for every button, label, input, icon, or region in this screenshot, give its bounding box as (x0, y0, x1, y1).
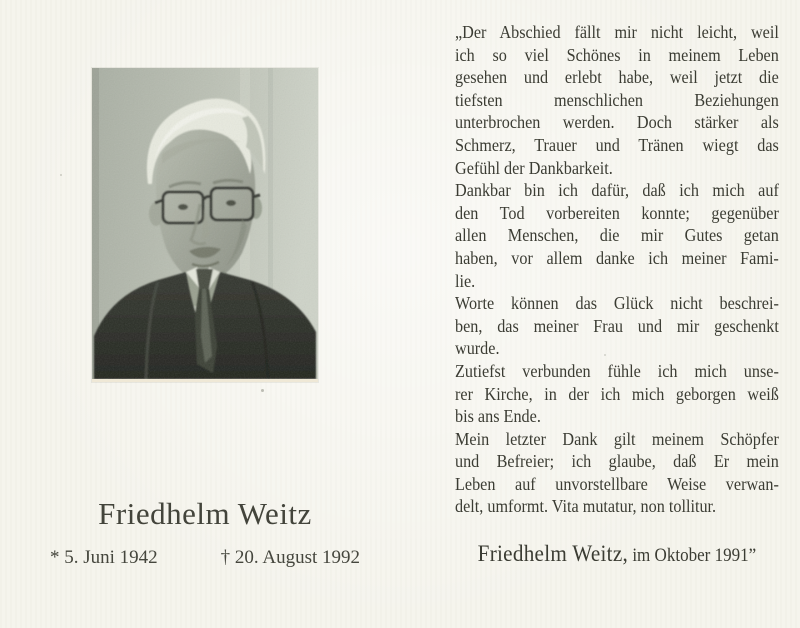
quote-line: Gefühl der Dankbarkeit. (455, 157, 613, 178)
quote-line: delt, umformt. Vita mutatur, non tollitur. (455, 496, 717, 517)
quote-line: Schmerz, Trauer und Tränen wiegt das (455, 134, 779, 155)
death-date: † 20. August 1992 (220, 547, 360, 568)
signature-date: im Oktober 1991” (628, 546, 757, 566)
scan-speck (604, 354, 606, 356)
quote-line: „Der Abschied fällt mir nicht leicht, weil (455, 22, 779, 42)
signature-line (455, 541, 779, 567)
quote-line: und Befreier; ich glaube, daß Er mein (455, 451, 779, 472)
quote-line: Worte können das Glück nicht beschrei- (455, 293, 779, 314)
quote-line: Mein letzter Dank gilt meinem Schöpfer (455, 428, 779, 449)
farewell-quote (455, 21, 779, 518)
quote-line: bis ans Ende. (455, 406, 541, 427)
quote-line: den Tod vorbereiten konnte; gegenüber (455, 202, 779, 223)
quote-line: Leben auf unvorstellbare Weise verwan- (455, 473, 779, 494)
quote-line: tiefsten menschlichen Beziehungen (455, 89, 779, 110)
portrait-photo-illustration (92, 68, 318, 379)
quote-line: ben, das meiner Frau und mir geschenkt (455, 315, 779, 336)
signature-name: Friedhelm Weitz, (477, 541, 629, 566)
quote-line: gesehen und erlebt habe, weil jetzt die (455, 67, 779, 88)
quote-line: lie. (455, 270, 476, 291)
quote-line: rer Kirche, in der ich mich geborgen weiß (455, 383, 779, 404)
quote-line: ich so viel Schönes in meinem Leben (455, 44, 779, 65)
quote-line: allen Menschen, die mir Gutes getan (455, 225, 779, 246)
quote-line: Dankbar bin ich dafür, daß ich mich auf (455, 180, 779, 201)
scan-speck (261, 389, 264, 392)
life-dates (50, 545, 360, 571)
birth-date: * 5. Juni 1942 (50, 547, 158, 568)
portrait-photo (92, 68, 318, 382)
scan-speck (60, 174, 62, 176)
deceased-name: Friedhelm Weitz (98, 496, 312, 531)
quote-line: unterbrochen werden. Doch stärker als (455, 112, 779, 133)
quote-line: haben, vor allem danke ich meiner Fami- (455, 247, 779, 268)
quote-line: wurde. (455, 338, 500, 359)
quote-line: Zutiefst verbunden fühle ich mich unse- (455, 360, 779, 381)
